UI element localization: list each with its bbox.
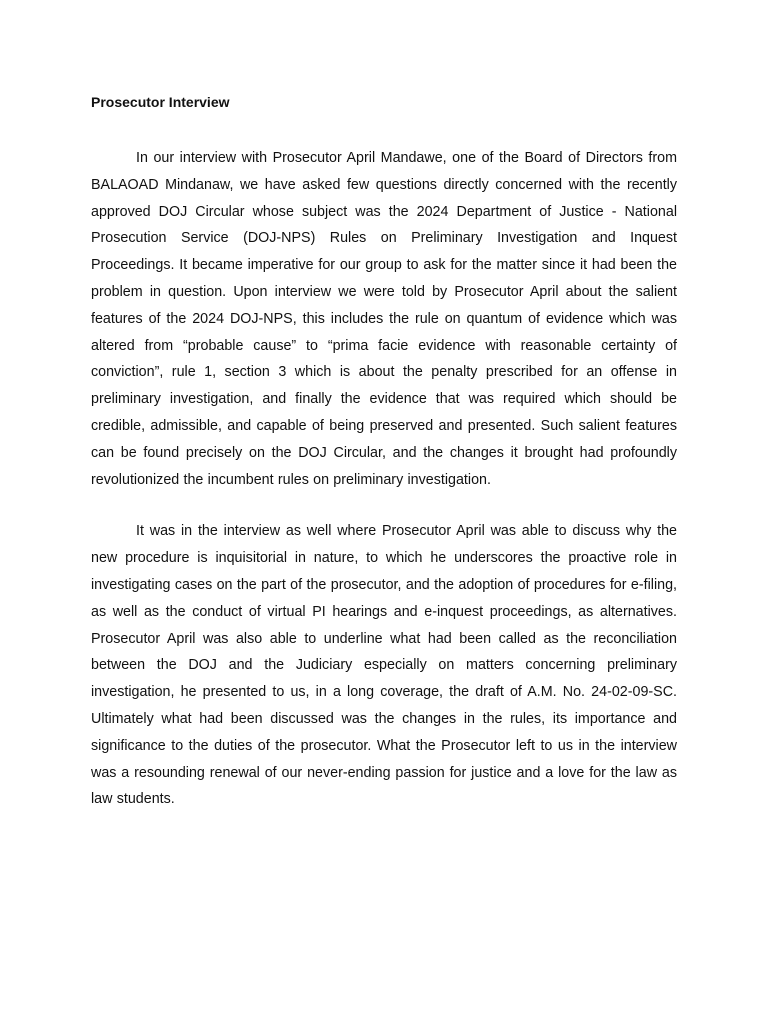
document-title: Prosecutor Interview — [91, 94, 230, 110]
paragraph-procedure-discussion: It was in the interview as well where Prosecutor April was able to discuss why the new procedure is inquisitorial in nature, to which he underscores the proactive role in investigating cases on the part of the prosecutor, and the adoption of procedures for e-filing, as well as the conduct of virtual PI hearings and e-inquest proceedings, as alternatives. Prosecutor April was also able to underline what had been called as the reconciliation between the DOJ and the Judiciary especially on matters concerning preliminary investigation, he presented to us, in a long coverage, the draft of A.M. No. 24-02-09-SC. Ultimately what had been discussed was the changes in the rules, its importance and significance to the duties of the prosecutor. What the Prosecutor left to us in the interview was a resounding renewal of our never-ending passion for justice and a love for the law as law students. — [91, 523, 677, 808]
paragraph-interview-summary: In our interview with Prosecutor April Mandawe, one of the Board of Directors from BALAOAD Mindanaw, we have asked few questions directly concerned with the recently approved DOJ Circular whose subject was the 2024 Department of Justice - National Prosecution Service (DOJ-NPS) Rules on Preliminary Investigation and Inquest Proceedings. It became imperative for our group to ask for the matter since it had been the problem in question. Upon interview we were told by Prosecutor April about the salient features of the 2024 DOJ-NPS, this includes the rule on quantum of evidence which was altered from “probable cause” to “prima facie evidence with reasonable certainty of conviction”, rule 1, section 3 which is about the penalty prescribed for an offense in preliminary investigation, and finally the evidence that was required which should be credible, admissible, and capable of being preserved and presented. Such salient features can be found precisely on the DOJ Circular, and the changes it brought had profoundly revolutionized the incumbent rules on preliminary investigation. — [91, 150, 677, 488]
document-page — [91, 92, 677, 838]
